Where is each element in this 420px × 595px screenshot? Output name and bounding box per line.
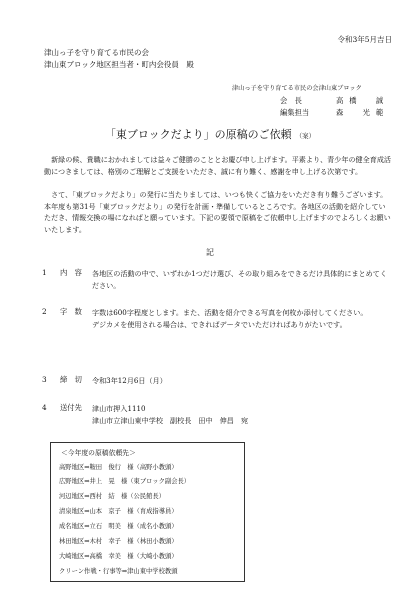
recipient-line-2: 津山東ブロック地区担当者・町内会役員 殿 [44, 60, 194, 69]
item-label: 送付先 [60, 403, 82, 412]
item-line: デジカメを使用される場合は、できればデータでいただければありがたいです。 [92, 319, 347, 329]
item-number: 1 [42, 268, 47, 277]
item-label: 内 容 [60, 268, 82, 277]
box-row: 河辺地区⇒西村 結 様（公民館長） [59, 493, 166, 500]
title-text: 「東ブロックだより」の原稿のご依頼 [104, 128, 292, 141]
box-row: 林田地区⇒木村 幸子 様（林田小教頭） [59, 538, 178, 545]
item-deadline [92, 375, 392, 387]
letter-date: 令和3年5月吉日 [337, 35, 392, 44]
item-label: 字 数 [60, 307, 82, 316]
sender-role: 編集担当 [280, 108, 310, 117]
box-row: 清泉地区⇒山本 京子 様（育成指導員） [59, 508, 178, 515]
item-line: 令和3年12月6日（月） [92, 376, 167, 385]
item-number: 2 [42, 307, 47, 316]
item-line: 各地区の活動の中で、いずれか1つだけ選び、その取り組みをできるだけ具体的にまとめてください。 [92, 269, 387, 290]
document-title [0, 126, 420, 142]
request-paragraph: さて、「東ブロックだより」の発行に当たりましては、いつも快くご協力をいただき有り難うございます。本年度も第31号「東ブロックだより」の発行を計画・準備しているところです。各地区の活動を紹介していただき、情報交換の場になればと願っています。下記の要領で原稿をご依頼申し上げますのでよろしくお願いいたします。 [44, 190, 391, 234]
box-row: 広野地区⇒井上 晃 様（東ブロック副会長） [59, 478, 191, 485]
box-title: ＜今年度の原稿依頼先＞ [61, 449, 136, 457]
item-line: 津山市押入1110 [92, 404, 146, 413]
recipient-line-1: 津山っ子を守り育てる市民の会 [44, 48, 149, 57]
sender-row-editor [280, 108, 389, 118]
sender-organization: 津山っ子を守り育てる市民の会津山東ブロック [232, 85, 362, 92]
item-address [92, 403, 392, 426]
sender-role: 会 長 [280, 96, 302, 105]
sender-row-president [280, 96, 389, 106]
item-content [92, 268, 392, 291]
request-list-box [50, 442, 245, 582]
box-row: 大崎地区⇒高橋 幸美 様（大崎小教頭） [59, 553, 178, 560]
item-number: 4 [42, 403, 47, 412]
item-word-count [92, 307, 392, 330]
box-row: 高野地区⇒鞍田 俊行 様（高野小教頭） [59, 464, 178, 471]
box-row: 成名地区⇒立石 明美 様（成名小教頭） [59, 523, 178, 530]
box-row: クリーン作戦・行事等⇒津山東中学校教頭 [59, 568, 178, 575]
item-label: 締 切 [60, 375, 82, 384]
greeting-paragraph: 新緑の候、貴職におかれましては益々ご健勝のこととお慶び申し上げます。平素より、青少年の健全育成活動につきましては、格別のご理解とご支援をいただき、誠に有り難く、感謝を申し上げる次第です。 [44, 155, 392, 176]
sender-name: 森 光範 [336, 108, 390, 117]
item-number: 3 [42, 375, 47, 384]
sender-name: 高橋 誠 [336, 96, 390, 105]
ki-heading: 記 [206, 248, 214, 257]
title-note: （案） [295, 132, 316, 140]
item-line: 津山市立津山東中学校 副校長 田中 伸昌 宛 [92, 415, 249, 425]
item-line: 字数は600字程度とします。また、活動を紹介できる写真を何枚か添付してください。 [92, 308, 368, 317]
